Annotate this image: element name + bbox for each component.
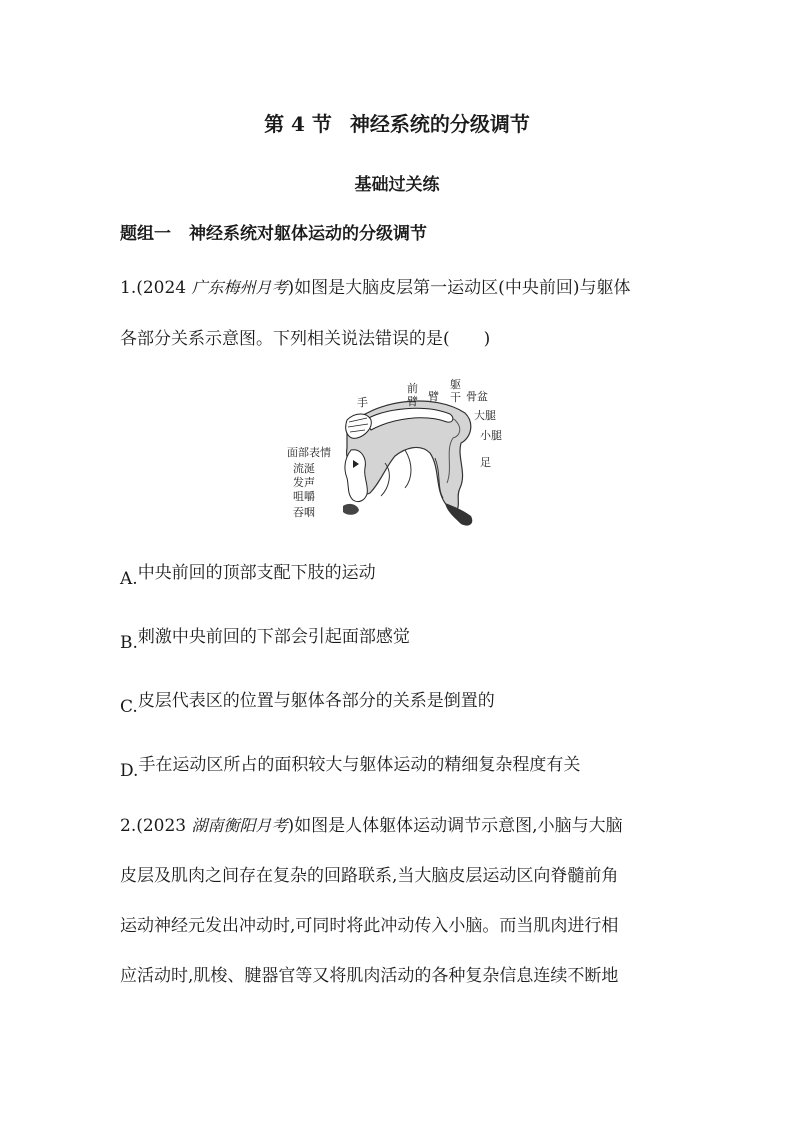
label-foot: 足	[480, 456, 491, 469]
label-drool: 流涎	[293, 462, 315, 475]
q1-source-close: )	[287, 278, 295, 298]
q2-line-1	[120, 816, 623, 836]
page-title	[0, 108, 794, 137]
label-arm: 臂	[428, 390, 439, 403]
label-trunk-2: 干	[450, 391, 461, 404]
label-chew: 咀嚼	[293, 490, 315, 503]
option-b-label: B.	[120, 633, 138, 653]
q2-stem-line-2: 皮层及肌肉之间存在复杂的回路联系,当大脑皮层运动区向脊髓前角	[120, 866, 619, 886]
label-swallow: 吞咽	[293, 506, 315, 519]
option-a-text: 中央前回的顶部支配下肢的运动	[137, 563, 376, 583]
label-shank: 小腿	[480, 429, 502, 442]
q1-option-c[interactable]	[120, 686, 495, 717]
question-group-heading	[120, 219, 427, 244]
q2-source-close: )	[287, 816, 295, 836]
q1-stem-line-2: 各部分关系示意图。下列相关说法错误的是	[120, 329, 443, 349]
q1-number: 1.(2024	[120, 278, 187, 298]
option-d-text: 手在运动区所占的面积较大与躯体运动的精细复杂程度有关	[138, 755, 581, 775]
group-name: 神经系统对躯体运动的分级调节	[189, 224, 427, 244]
label-face: 面部表情	[287, 446, 331, 459]
q1-option-a[interactable]	[120, 558, 376, 589]
q1-stem-line-1: 如图是大脑皮层第一运动区(中央前回)与躯体	[294, 278, 631, 298]
homunculus-face	[345, 450, 367, 502]
q2-stem-line-4: 应活动时,肌梭、腱器官等又将肌肉活动的各种复杂信息连续不断地	[120, 966, 619, 986]
label-thigh: 大腿	[474, 409, 496, 422]
option-c-text: 皮层代表区的位置与躯体各部分的关系是倒置的	[137, 691, 495, 711]
q1-source: 广东梅州月考	[191, 278, 288, 297]
q1-line-1	[120, 278, 630, 298]
option-c-label: C.	[120, 697, 138, 717]
section-name: 神经系统的分级调节	[349, 112, 530, 136]
label-trunk-1: 躯	[450, 378, 461, 391]
label-hand: 手	[357, 396, 368, 409]
q2-stem-line-1: 如图是人体躯体运动调节示意图,小脑与大脑	[294, 816, 623, 836]
q1-line-2	[120, 329, 490, 349]
q1-option-d[interactable]	[120, 750, 580, 781]
option-b-text: 刺激中央前回的下部会引起面部感觉	[137, 627, 410, 647]
group-label: 题组一	[120, 224, 171, 244]
q2-stem-line-3: 运动神经元发出冲动时,可同时将此冲动传入小脑。而当肌肉进行相	[120, 916, 619, 936]
option-d-label: D.	[120, 761, 139, 781]
q1-answer-blank: ( )	[443, 329, 491, 349]
motor-cortex-figure	[285, 378, 510, 533]
section-number: 第 4 节	[264, 112, 332, 136]
q1-option-b[interactable]	[120, 622, 410, 653]
q2-source: 湖南衡阳月考	[191, 816, 288, 835]
label-pelvis: 骨盆	[466, 390, 488, 403]
exercise-subtitle: 基础过关练	[354, 175, 440, 195]
homunculus-tongue	[343, 504, 359, 515]
label-forearm-1: 前	[407, 382, 418, 395]
q2-number: 2.(2023	[120, 816, 187, 836]
label-voice: 发声	[293, 476, 315, 489]
label-forearm-2: 臂	[407, 395, 418, 408]
option-a-label: A.	[120, 569, 138, 589]
